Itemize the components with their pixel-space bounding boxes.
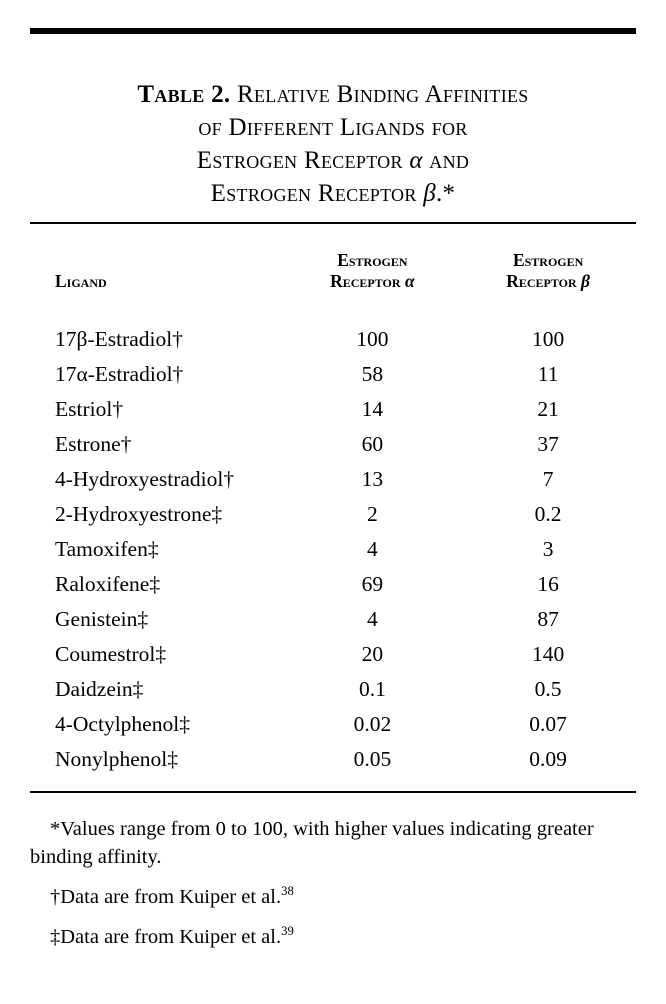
er-alpha-header-line1: Estrogen (337, 250, 408, 270)
table-body (30, 322, 636, 777)
footnotes (30, 815, 636, 951)
table-row (30, 742, 636, 777)
alpha-symbol: α (404, 271, 415, 291)
table-row (30, 357, 636, 392)
top-thick-rule (30, 28, 636, 34)
title-line-4-text: Estrogen Receptor (210, 180, 424, 207)
beta-symbol: β (581, 271, 590, 291)
title-line-1 (30, 78, 636, 111)
ligand-cell: 2-Hydroxyestrone‡ (55, 502, 223, 526)
ligand-cell: Estriol† (55, 397, 124, 421)
table-row (30, 567, 636, 602)
ligand-cell: Daidzein‡ (55, 677, 144, 701)
ligand-cell: 17β-Estradiol† (55, 327, 183, 351)
ligand-cell: 4-Hydroxyestradiol† (55, 467, 235, 491)
alpha-symbol: α (409, 147, 423, 174)
er-beta-cell: 16 (537, 572, 559, 596)
footnote-dagger (30, 883, 636, 911)
table-bottom-rule (30, 791, 636, 793)
title-line-3-text: Estrogen Receptor (196, 147, 410, 174)
er-beta-cell: 100 (531, 327, 565, 351)
footnote-double-dagger-text: ‡Data are from Kuiper et al. (50, 926, 282, 948)
er-beta-cell: 87 (537, 607, 559, 631)
title-line-4 (30, 177, 636, 210)
header-top-rule (30, 222, 636, 224)
column-header-ligand: Ligand (55, 271, 107, 291)
er-alpha-header-line2: Receptor (330, 271, 405, 291)
title-line-2: of Different Ligands for (198, 114, 468, 141)
table-row (30, 392, 636, 427)
footnote-dagger-citation: 38 (281, 884, 294, 899)
er-alpha-cell: 13 (361, 467, 384, 491)
table-row (30, 322, 636, 357)
table-row (30, 602, 636, 637)
title-footnote-marker: .* (435, 180, 456, 207)
er-beta-cell: 11 (537, 362, 559, 386)
er-beta-cell: 0.09 (529, 747, 567, 771)
er-beta-header-line1: Estrogen (512, 250, 584, 270)
column-header-er-alpha (285, 250, 461, 292)
er-beta-cell: 0.07 (529, 712, 567, 736)
er-beta-cell: 3 (542, 537, 554, 561)
table-header-row (30, 250, 636, 292)
table-row (30, 497, 636, 532)
er-beta-cell: 140 (531, 642, 565, 666)
table-row (30, 532, 636, 567)
er-alpha-cell: 0.05 (353, 747, 392, 771)
er-beta-cell: 21 (537, 397, 559, 421)
footnote-dagger-text: †Data are from Kuiper et al. (50, 886, 282, 908)
er-beta-cell: 37 (537, 432, 559, 456)
beta-symbol: β (423, 180, 436, 207)
table-row (30, 707, 636, 742)
ligand-cell: 4-Octylphenol‡ (55, 712, 190, 736)
title-line-1-text: Relative Binding Affinities (237, 81, 529, 108)
ligand-cell: Raloxifene‡ (55, 572, 161, 596)
er-alpha-cell: 14 (361, 397, 384, 421)
ligand-cell: 17α-Estradiol† (55, 362, 184, 386)
table-row (30, 427, 636, 462)
ligand-cell: Nonylphenol‡ (55, 747, 179, 771)
table-row (30, 462, 636, 497)
er-beta-header-line2: Receptor (506, 271, 582, 291)
ligand-cell: Genistein‡ (55, 607, 149, 631)
ligand-cell: Estrone† (55, 432, 132, 456)
er-alpha-cell: 58 (361, 362, 384, 386)
er-alpha-cell: 0.1 (358, 677, 386, 701)
er-beta-cell: 0.2 (534, 502, 562, 526)
er-beta-cell: 7 (542, 467, 554, 491)
footnote-star: *Values range from 0 to 100, with higher values indicating greater binding affinity. (30, 818, 594, 868)
table-row (30, 637, 636, 672)
er-alpha-cell: 60 (361, 432, 384, 456)
er-alpha-cell: 20 (361, 642, 384, 666)
er-alpha-cell: 2 (367, 502, 378, 526)
title-line-3 (30, 144, 636, 177)
title-line-3-suffix: and (422, 147, 470, 174)
er-alpha-cell: 69 (361, 572, 384, 596)
er-alpha-cell: 0.02 (353, 712, 392, 736)
column-header-er-beta (460, 250, 636, 292)
table-number-label: Table 2. (137, 81, 231, 108)
ligand-cell: Coumestrol‡ (55, 642, 167, 666)
ligand-cell: Tamoxifen‡ (55, 537, 159, 561)
er-alpha-cell: 100 (356, 327, 389, 351)
er-beta-cell: 0.5 (534, 677, 562, 701)
er-alpha-cell: 4 (367, 607, 378, 631)
table-row (30, 672, 636, 707)
er-alpha-cell: 4 (367, 537, 378, 561)
table-title (30, 78, 636, 210)
footnote-double-dagger-citation: 39 (281, 924, 294, 939)
footnote-double-dagger (30, 923, 636, 951)
